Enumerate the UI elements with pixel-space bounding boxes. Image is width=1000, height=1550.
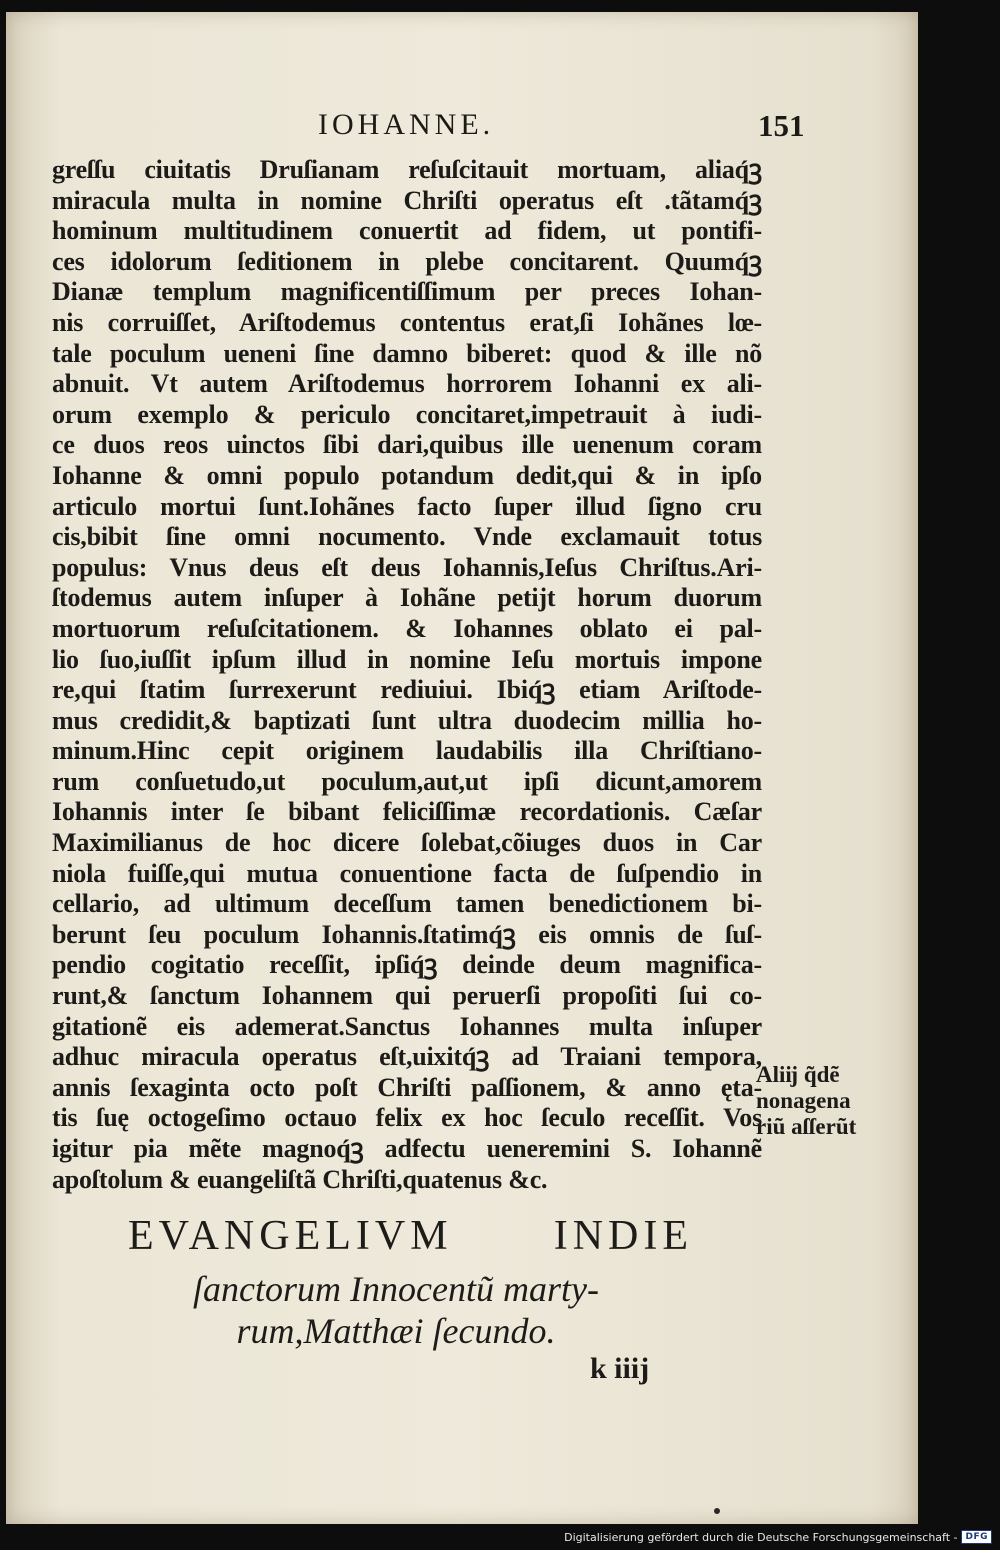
- page-number: 151: [758, 108, 805, 143]
- text-line: igitur pia mẽte magnoq́ꝫ adfectu ueneremini S. Iohannẽ: [52, 1134, 762, 1163]
- section-heading: EVANGELIVM INDIE: [128, 1213, 693, 1259]
- text-line: miracula multa in nomine Chriſti operatus eſt .tãtamq́ꝫ: [52, 185, 762, 215]
- text-line: annis ſexaginta octo poſt Chriſti paſſionem, & anno ęta-: [52, 1072, 762, 1102]
- subheading-line: ſanctorum Innocentũ marty-: [193, 1269, 599, 1309]
- text-line: Iohanne & omni populo potandum dedit,qui & in ipſo: [52, 460, 762, 490]
- section-subheading: [6, 1268, 786, 1352]
- text-line: tis ſuę octogeſimo octauo felix ex hoc ſeculo receſſit. Vos: [52, 1103, 762, 1133]
- text-line: ces idolorum ſeditionem in plebe concitarent. Quumq́ꝫ: [52, 246, 762, 276]
- text-line: adhuc miracula operatus eſt,uixitq́ꝫ ad Traiani tempora,: [52, 1042, 762, 1072]
- text-line: orum exemplo & periculo concitaret,impetrauit à iudi-: [52, 399, 762, 429]
- text-line: runt,& ſanctum Iohannem qui peruerſi propoſiti ſui co-: [52, 981, 762, 1011]
- ink-dot: [714, 1508, 720, 1514]
- text-line: populus: Vnus deus eſt deus Iohannis,Ieſus Chriſtus.Ari-: [52, 552, 762, 582]
- text-line: tale poculum ueneni ſine damno biberet: quod & ille nõ: [52, 338, 762, 368]
- margin-note-line: Aliĳ q̃dẽ: [756, 1062, 840, 1087]
- text-line: mortuorum reſuſcitationem. & Iohannes oblato ei pal-: [52, 613, 762, 643]
- text-line: rum conſuetudo,ut poculum,aut,ut ipſi dicunt,amorem: [52, 766, 762, 796]
- text-line: apoſtolum & euangeliſtã Chriſti,quatenus &c.: [52, 1164, 548, 1194]
- signature-mark: k iiij: [590, 1352, 650, 1385]
- text-line: ce duos reos uinctos ſibi dari,quibus ille uenenum coram: [52, 430, 762, 460]
- text-line: lio ſuo,iuſſit ipſum illud in nomine Ieſu mortuis impone: [52, 644, 762, 674]
- text-line: cis,bibit ſine omni nocumento. Vnde exclamauit totus: [52, 522, 762, 552]
- body-text: [52, 155, 762, 1195]
- text-line: pendio cogitatio receſſit, ipſiq́ꝫ deinde deum magnifica-: [52, 950, 762, 980]
- margin-note-line: nonagena: [756, 1088, 851, 1113]
- funding-notice: Digitalisierung gefördert durch die Deutsche Forschungsgemeinschaft -: [564, 1530, 958, 1544]
- subheading-line: rum,Matthæi ſecundo.: [236, 1311, 556, 1351]
- text-line: cellario, ad ultimum deceſſum tamen benedictionem bi-: [52, 889, 762, 919]
- book-page: [6, 12, 918, 1524]
- text-line: greſſu ciuitatis Druſianam reſuſcitauit mortuam, aliaq́ꝫ: [52, 155, 762, 184]
- text-line: mus credidit,& baptizati ſunt ultra duodecim millia ho-: [52, 705, 762, 735]
- text-line: Dianæ templum magnificentiſſimum per preces Iohan-: [52, 277, 762, 307]
- footer: [564, 1527, 992, 1547]
- text-line: articulo mortui ſunt.Iohãnes facto ſuper illud ſigno cru: [52, 491, 762, 521]
- text-line: abnuit. Vt autem Ariſtodemus horrorem Iohanni ex ali-: [52, 369, 762, 399]
- text-line: hominum multitudinem conuertit ad fidem, ut pontifi-: [52, 216, 762, 246]
- text-line: gitationẽ eis ademerat.Sanctus Iohannes multa inſuper: [52, 1011, 762, 1041]
- text-line: niola fuiſſe,qui mutua conuentione facta de ſuſpendio in: [52, 858, 762, 888]
- text-line: Iohannis inter ſe bibant feliciſſimæ recordationis. Cæſar: [52, 797, 762, 827]
- text-line: minum.Hinc cepit originem laudabilis illa Chriſtiano-: [52, 736, 762, 766]
- text-line: Maximilianus de hoc dicere ſolebat,cõiuges duos in Car: [52, 828, 762, 858]
- dfg-logo[interactable]: DFG: [961, 1530, 992, 1544]
- running-head: IOHANNE.: [318, 108, 495, 141]
- text-line: nis corruiſſet, Ariſtodemus contentus erat,ſi Iohãnes lœ-: [52, 307, 762, 337]
- text-line: berunt ſeu poculum Iohannis.ſtatimq́ꝫ eis omnis de ſuſ-: [52, 919, 762, 949]
- text-line: re,qui ſtatim ſurrexerunt rediuiui. Ibiq́ꝫ etiam Ariſtode-: [52, 675, 762, 705]
- margin-note: [756, 1062, 881, 1140]
- margin-note-line: riũ aſſerũt: [756, 1114, 857, 1139]
- text-line: ſtodemus autem inſuper à Iohãne petijt horum duorum: [52, 583, 762, 613]
